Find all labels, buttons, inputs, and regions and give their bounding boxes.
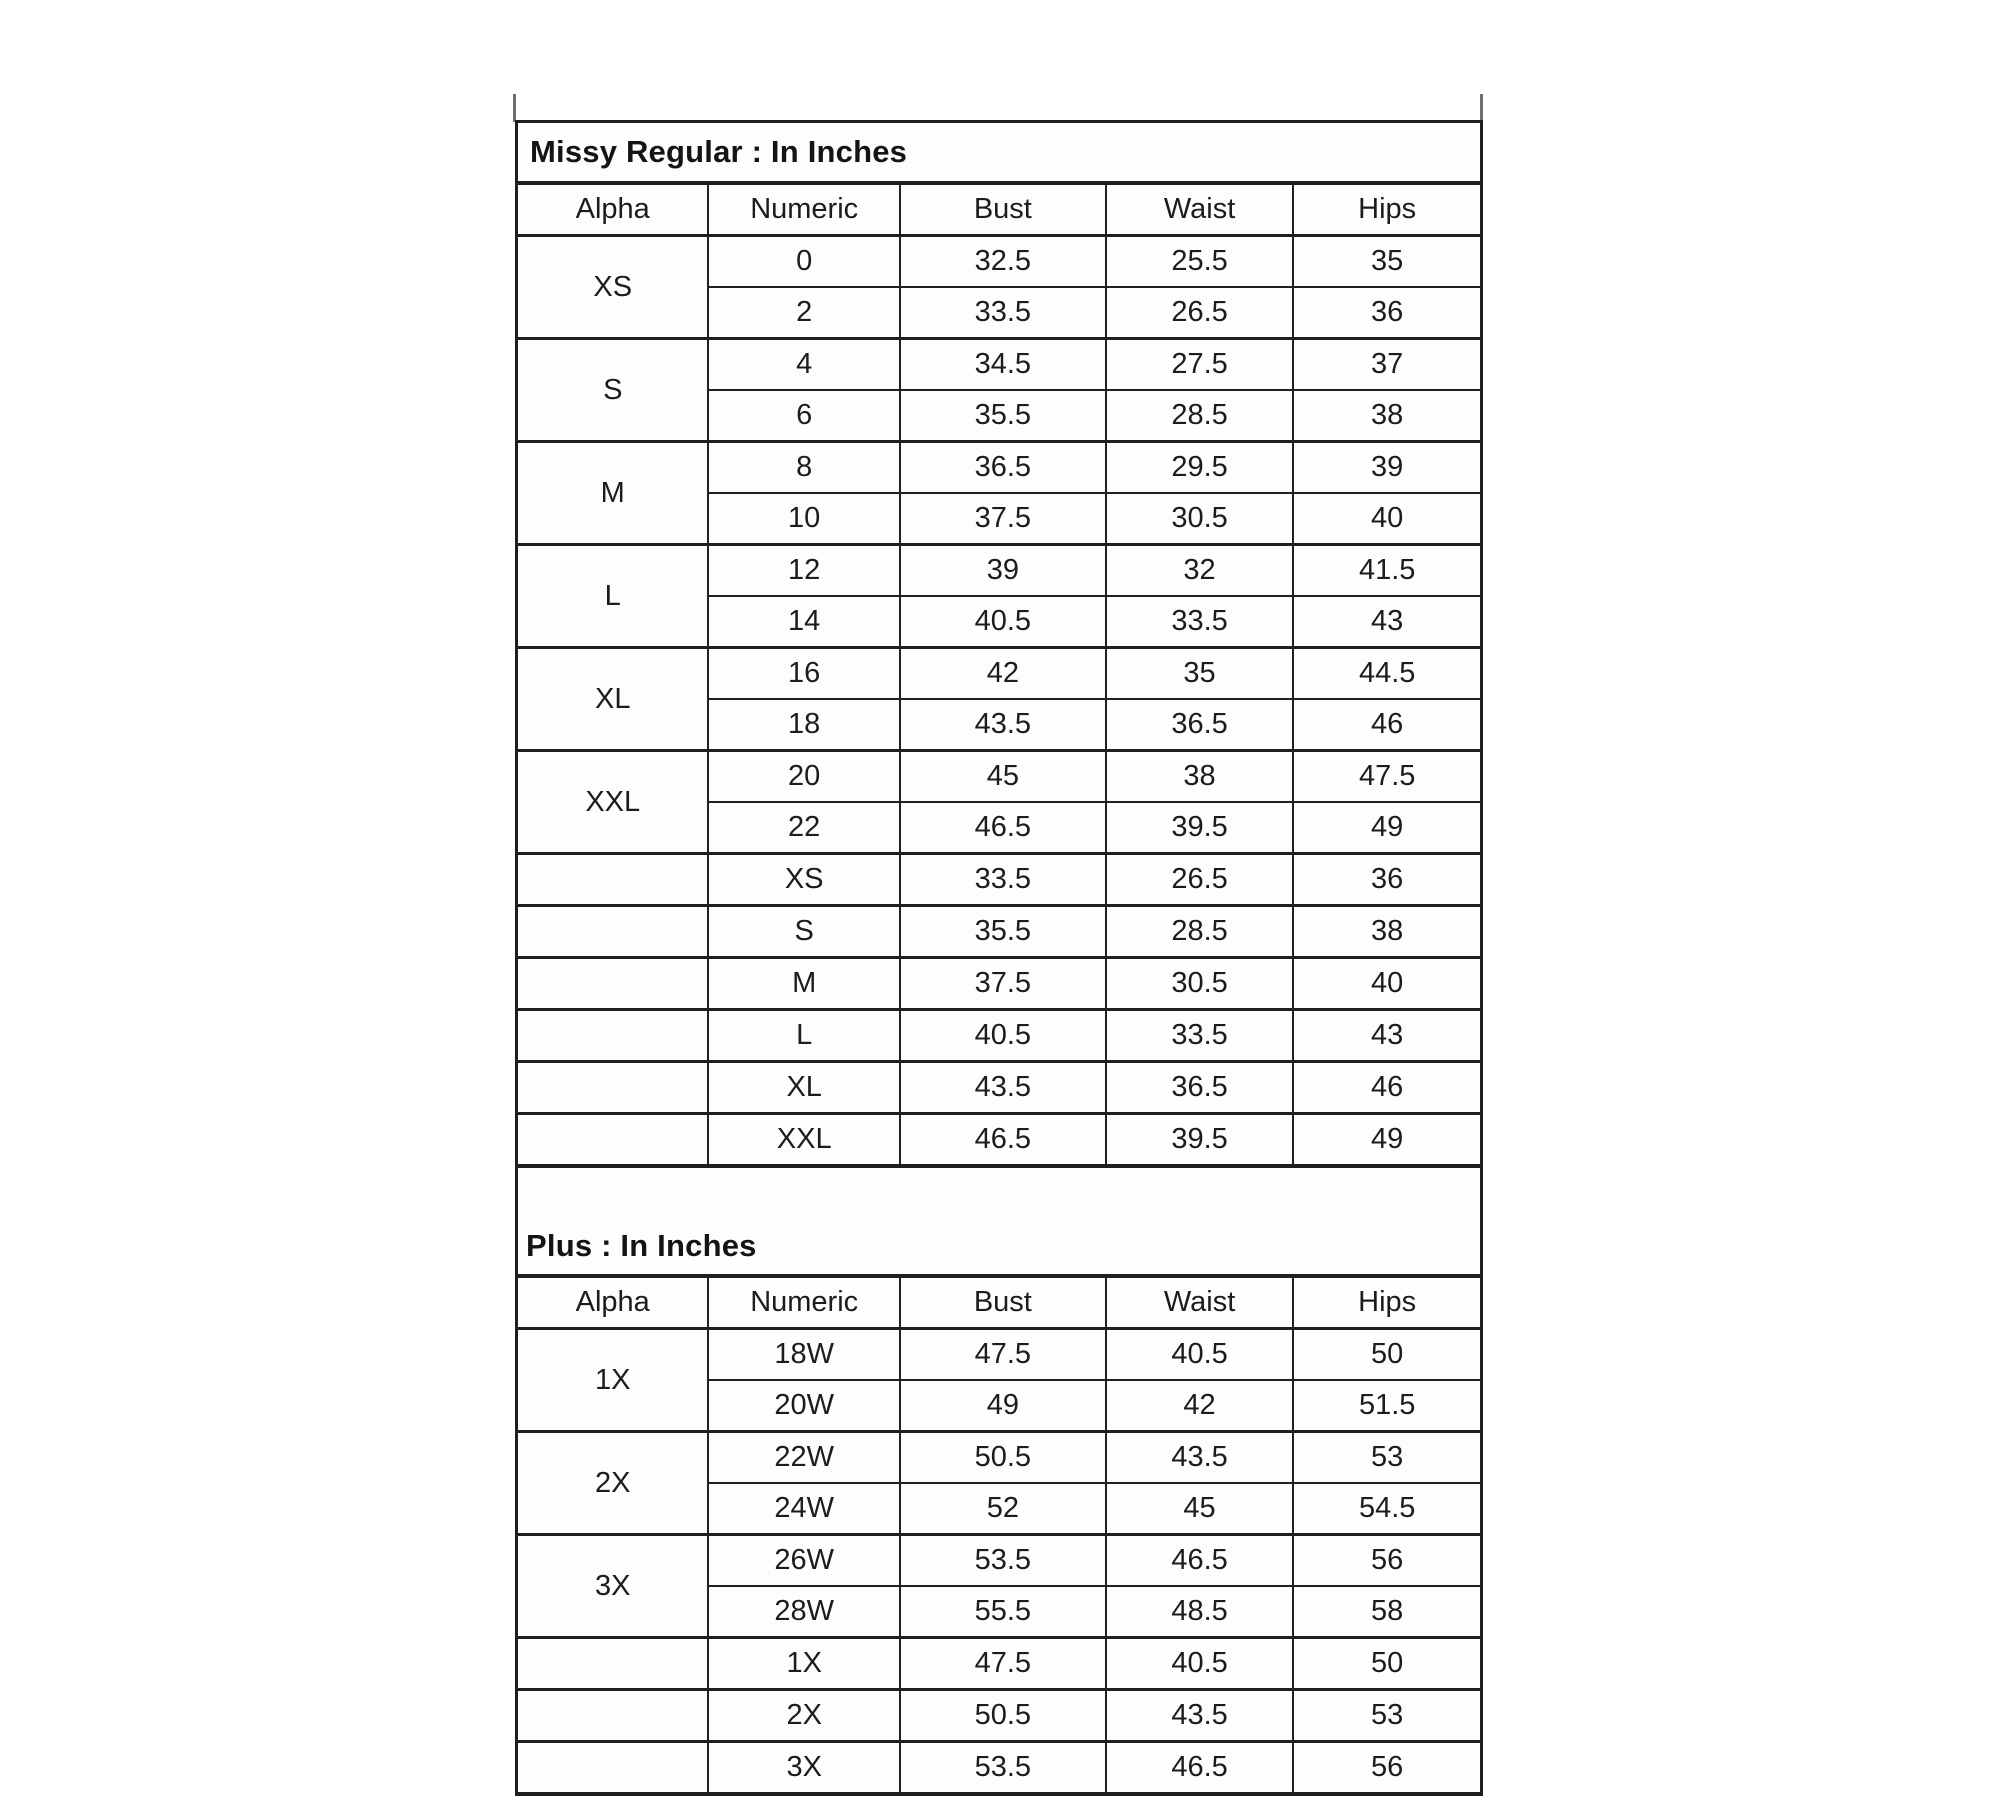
plus-table	[518, 1278, 1480, 1792]
hips-cell: 56	[1293, 1742, 1480, 1793]
header-alpha: Alpha	[518, 1278, 708, 1329]
table-row	[518, 545, 1480, 597]
table-row	[518, 1114, 1480, 1167]
hips-cell: 49	[1293, 1114, 1480, 1167]
table-row	[518, 1010, 1480, 1062]
numeric-cell: 14	[708, 596, 899, 648]
waist-cell: 45	[1106, 1483, 1294, 1535]
numeric-cell: 12	[708, 545, 899, 597]
hips-cell: 41.5	[1293, 545, 1480, 597]
numeric-cell: XXL	[708, 1114, 899, 1167]
waist-cell: 33.5	[1106, 596, 1294, 648]
bust-cell: 37.5	[900, 958, 1106, 1010]
alpha-size-cell	[518, 1114, 708, 1167]
alpha-size-cell	[518, 1010, 708, 1062]
waist-cell: 38	[1106, 751, 1294, 803]
alpha-size-cell: M	[518, 442, 708, 545]
alpha-size-cell	[518, 906, 708, 958]
bust-cell: 46.5	[900, 802, 1106, 854]
alpha-size-cell	[518, 854, 708, 906]
table-row	[518, 1690, 1480, 1742]
corner-tick-left	[513, 94, 516, 122]
table-row	[518, 958, 1480, 1010]
plus-title: Plus : In Inches	[518, 1168, 1480, 1278]
alpha-size-cell: XS	[518, 236, 708, 339]
waist-cell: 42	[1106, 1380, 1294, 1432]
table-row	[518, 1535, 1480, 1587]
waist-cell: 28.5	[1106, 390, 1294, 442]
waist-cell: 35	[1106, 648, 1294, 700]
bust-cell: 52	[900, 1483, 1106, 1535]
alpha-size-cell: 2X	[518, 1432, 708, 1535]
header-numeric: Numeric	[708, 185, 899, 236]
size-chart-sheet	[515, 120, 1483, 1796]
numeric-cell: 2X	[708, 1690, 899, 1742]
alpha-size-cell	[518, 1690, 708, 1742]
numeric-cell: L	[708, 1010, 899, 1062]
bust-cell: 39	[900, 545, 1106, 597]
waist-cell: 28.5	[1106, 906, 1294, 958]
numeric-cell: XL	[708, 1062, 899, 1114]
header-hips: Hips	[1293, 185, 1480, 236]
hips-cell: 37	[1293, 339, 1480, 391]
waist-cell: 43.5	[1106, 1690, 1294, 1742]
numeric-cell: XS	[708, 854, 899, 906]
hips-cell: 46	[1293, 1062, 1480, 1114]
table-row	[518, 1638, 1480, 1690]
waist-cell: 29.5	[1106, 442, 1294, 494]
hips-cell: 50	[1293, 1638, 1480, 1690]
bust-cell: 32.5	[900, 236, 1106, 288]
numeric-cell: 1X	[708, 1638, 899, 1690]
hips-cell: 38	[1293, 906, 1480, 958]
numeric-cell: 16	[708, 648, 899, 700]
table-row	[518, 1432, 1480, 1484]
bust-cell: 53.5	[900, 1742, 1106, 1793]
hips-cell: 39	[1293, 442, 1480, 494]
bust-cell: 35.5	[900, 390, 1106, 442]
hips-cell: 43	[1293, 596, 1480, 648]
hips-cell: 49	[1293, 802, 1480, 854]
header-row	[518, 1278, 1480, 1329]
bust-cell: 34.5	[900, 339, 1106, 391]
table-row	[518, 236, 1480, 288]
alpha-size-cell: S	[518, 339, 708, 442]
numeric-cell: 18W	[708, 1329, 899, 1381]
hips-cell: 53	[1293, 1432, 1480, 1484]
waist-cell: 25.5	[1106, 236, 1294, 288]
waist-cell: 30.5	[1106, 958, 1294, 1010]
waist-cell: 40.5	[1106, 1638, 1294, 1690]
numeric-cell: 18	[708, 699, 899, 751]
hips-cell: 44.5	[1293, 648, 1480, 700]
alpha-size-cell: XL	[518, 648, 708, 751]
plus-rows	[518, 1329, 1480, 1793]
waist-cell: 39.5	[1106, 1114, 1294, 1167]
bust-cell: 47.5	[900, 1329, 1106, 1381]
bust-cell: 47.5	[900, 1638, 1106, 1690]
numeric-cell: 20	[708, 751, 899, 803]
waist-cell: 46.5	[1106, 1742, 1294, 1793]
numeric-cell: 28W	[708, 1586, 899, 1638]
waist-cell: 26.5	[1106, 287, 1294, 339]
table-row	[518, 1062, 1480, 1114]
numeric-cell: 22W	[708, 1432, 899, 1484]
bust-cell: 49	[900, 1380, 1106, 1432]
alpha-size-cell	[518, 1062, 708, 1114]
numeric-cell: 26W	[708, 1535, 899, 1587]
bust-cell: 40.5	[900, 596, 1106, 648]
numeric-cell: M	[708, 958, 899, 1010]
hips-cell: 40	[1293, 493, 1480, 545]
alpha-size-cell	[518, 958, 708, 1010]
bust-cell: 53.5	[900, 1535, 1106, 1587]
hips-cell: 38	[1293, 390, 1480, 442]
waist-cell: 36.5	[1106, 1062, 1294, 1114]
waist-cell: 30.5	[1106, 493, 1294, 545]
header-bust: Bust	[900, 1278, 1106, 1329]
hips-cell: 51.5	[1293, 1380, 1480, 1432]
header-waist: Waist	[1106, 1278, 1294, 1329]
alpha-size-cell: L	[518, 545, 708, 648]
table-row	[518, 442, 1480, 494]
hips-cell: 50	[1293, 1329, 1480, 1381]
table-row	[518, 1742, 1480, 1793]
numeric-cell: 6	[708, 390, 899, 442]
hips-cell: 47.5	[1293, 751, 1480, 803]
bust-cell: 35.5	[900, 906, 1106, 958]
numeric-cell: 10	[708, 493, 899, 545]
missy-regular-table	[518, 185, 1480, 1168]
table-row	[518, 648, 1480, 700]
hips-cell: 54.5	[1293, 1483, 1480, 1535]
numeric-cell: 2	[708, 287, 899, 339]
bust-cell: 33.5	[900, 287, 1106, 339]
alpha-size-cell: 3X	[518, 1535, 708, 1638]
waist-cell: 40.5	[1106, 1329, 1294, 1381]
numeric-cell: 22	[708, 802, 899, 854]
bust-cell: 37.5	[900, 493, 1106, 545]
header-hips: Hips	[1293, 1278, 1480, 1329]
hips-cell: 36	[1293, 287, 1480, 339]
waist-cell: 26.5	[1106, 854, 1294, 906]
table-row	[518, 1329, 1480, 1381]
table-row	[518, 339, 1480, 391]
hips-cell: 36	[1293, 854, 1480, 906]
hips-cell: 40	[1293, 958, 1480, 1010]
bust-cell: 46.5	[900, 1114, 1106, 1167]
alpha-size-cell	[518, 1742, 708, 1793]
numeric-cell: 3X	[708, 1742, 899, 1793]
alpha-size-cell: XXL	[518, 751, 708, 854]
table-row	[518, 854, 1480, 906]
waist-cell: 32	[1106, 545, 1294, 597]
bust-cell: 50.5	[900, 1432, 1106, 1484]
header-numeric: Numeric	[708, 1278, 899, 1329]
waist-cell: 33.5	[1106, 1010, 1294, 1062]
missy-regular-rows	[518, 236, 1480, 1167]
header-alpha: Alpha	[518, 185, 708, 236]
numeric-cell: 0	[708, 236, 899, 288]
bust-cell: 36.5	[900, 442, 1106, 494]
hips-cell: 43	[1293, 1010, 1480, 1062]
hips-cell: 53	[1293, 1690, 1480, 1742]
numeric-cell: S	[708, 906, 899, 958]
corner-tick-right	[1480, 94, 1483, 122]
bust-cell: 33.5	[900, 854, 1106, 906]
hips-cell: 56	[1293, 1535, 1480, 1587]
hips-cell: 46	[1293, 699, 1480, 751]
header-row	[518, 185, 1480, 236]
numeric-cell: 4	[708, 339, 899, 391]
bust-cell: 50.5	[900, 1690, 1106, 1742]
alpha-size-cell: 1X	[518, 1329, 708, 1432]
waist-cell: 46.5	[1106, 1535, 1294, 1587]
hips-cell: 58	[1293, 1586, 1480, 1638]
waist-cell: 48.5	[1106, 1586, 1294, 1638]
bust-cell: 40.5	[900, 1010, 1106, 1062]
header-bust: Bust	[900, 185, 1106, 236]
bust-cell: 43.5	[900, 699, 1106, 751]
header-waist: Waist	[1106, 185, 1294, 236]
missy-regular-title: Missy Regular : In Inches	[518, 123, 1480, 185]
numeric-cell: 24W	[708, 1483, 899, 1535]
table-row	[518, 751, 1480, 803]
bust-cell: 43.5	[900, 1062, 1106, 1114]
bust-cell: 42	[900, 648, 1106, 700]
alpha-size-cell	[518, 1638, 708, 1690]
table-row	[518, 906, 1480, 958]
bust-cell: 45	[900, 751, 1106, 803]
waist-cell: 36.5	[1106, 699, 1294, 751]
numeric-cell: 20W	[708, 1380, 899, 1432]
numeric-cell: 8	[708, 442, 899, 494]
waist-cell: 43.5	[1106, 1432, 1294, 1484]
bust-cell: 55.5	[900, 1586, 1106, 1638]
hips-cell: 35	[1293, 236, 1480, 288]
waist-cell: 39.5	[1106, 802, 1294, 854]
waist-cell: 27.5	[1106, 339, 1294, 391]
